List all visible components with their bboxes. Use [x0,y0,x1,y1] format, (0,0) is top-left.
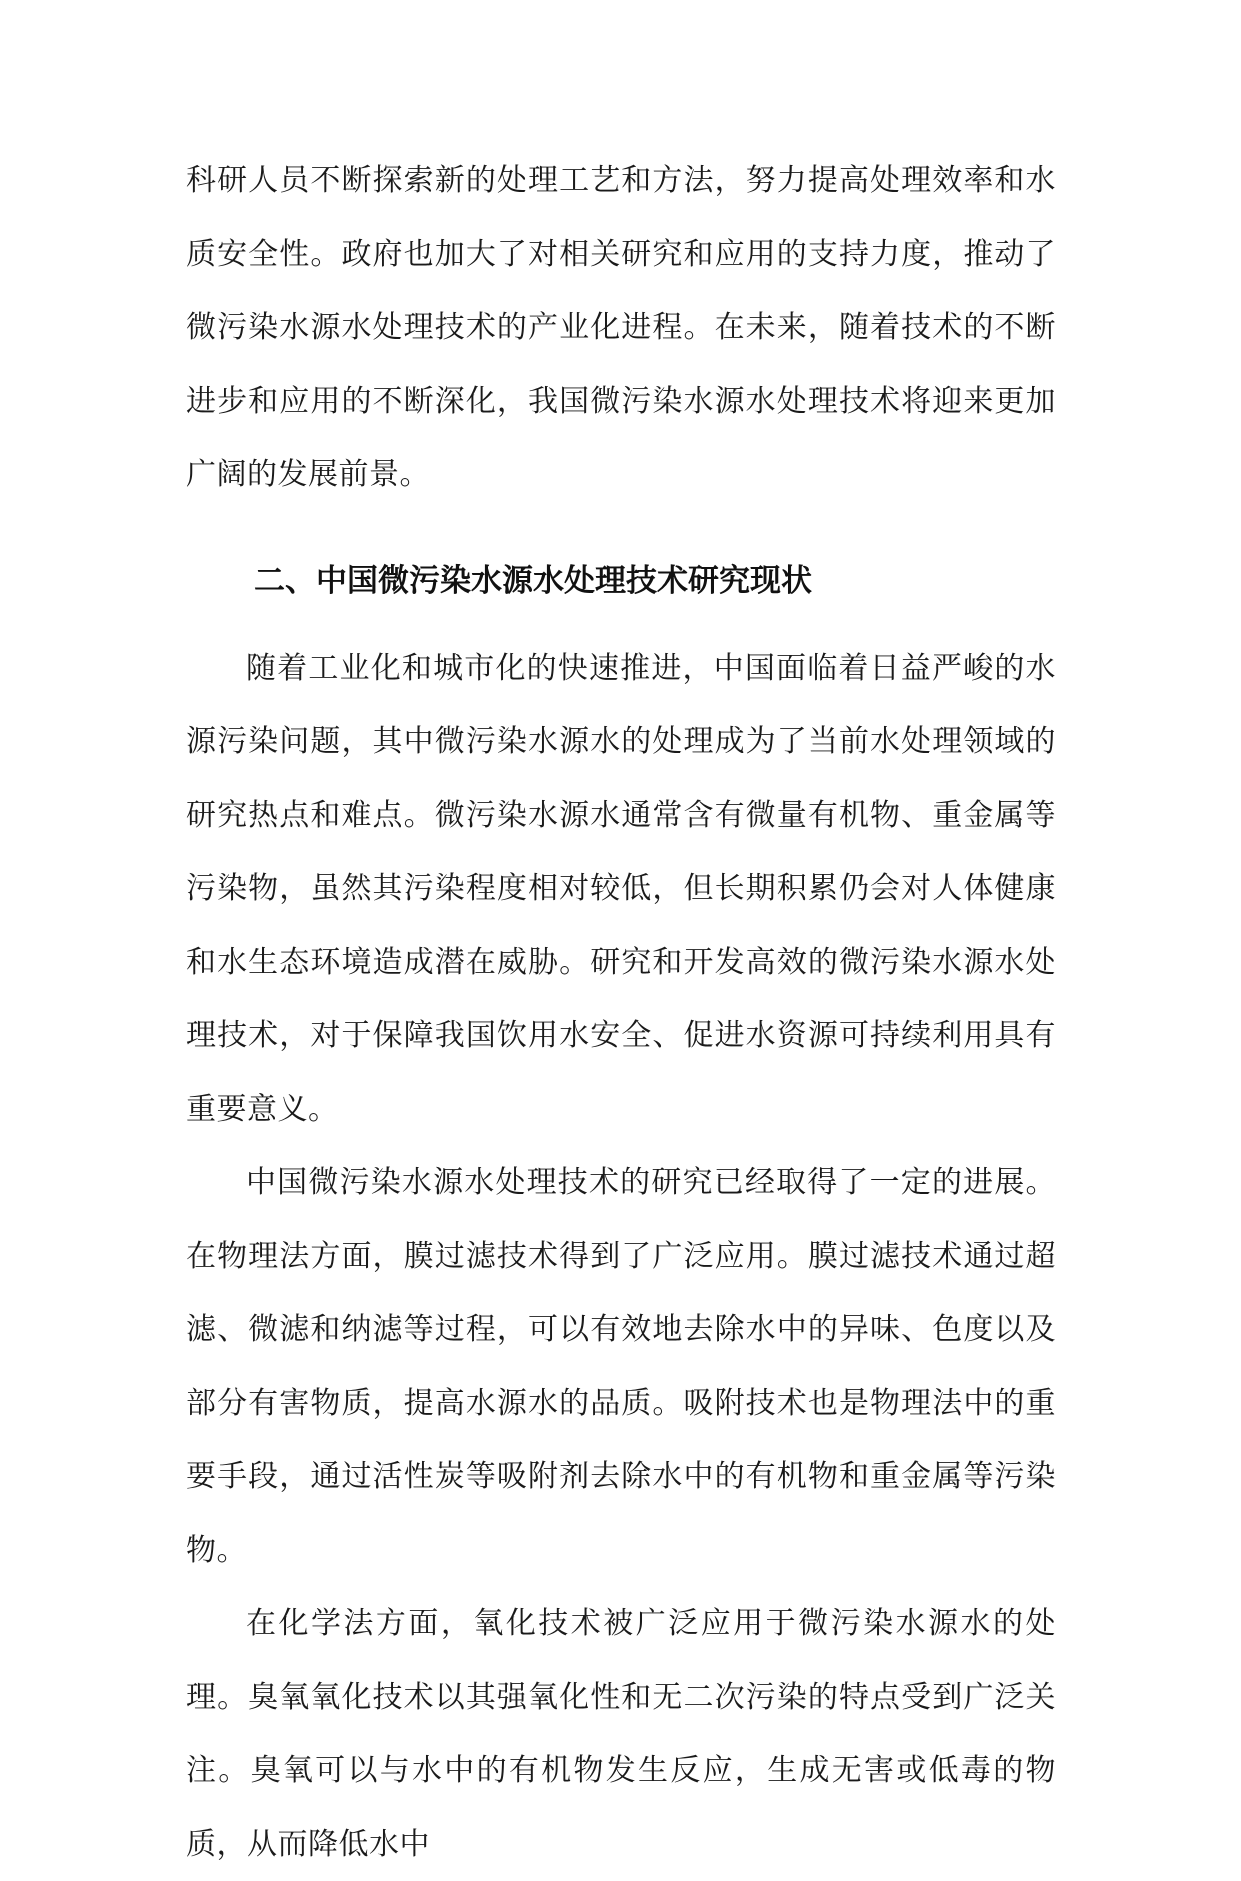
page-content [186,144,1056,1881]
paragraph-continued: 科研人员不断探索新的处理工艺和方法，努力提高处理效率和水质安全性。政府也加大了对相关研究和应用的支持力度，推动了微污染水源水处理技术的产业化进程。在未来，随着技术的不断进步和应用的不断深化，我国微污染水源水处理技术将迎来更加广阔的发展前景。 [186,163,1056,492]
section-heading: 二、中国微污染水源水处理技术研究现状 [254,562,812,599]
paragraph-1: 随着工业化和城市化的快速推进，中国面临着日益严峻的水源污染问题，其中微污染水源水的处理成为了当前水处理领域的研究热点和难点。微污染水源水通常含有微量有机物、重金属等污染物，虽然其污染程度相对较低，但长期积累仍会对人体健康和水生态环境造成潜在威胁。研究和开发高效的微污染水源水处理技术，对于保障我国饮用水安全、促进水资源可持续利用具有重要意义。 [186,650,1056,1127]
paragraph-3: 在化学法方面，氧化技术被广泛应用于微污染水源水的处理。臭氧氧化技术以其强氧化性和无二次污染的特点受到广泛关注。臭氧可以与水中的有机物发生反应，生成无害或低毒的物质，从而降低水中 [186,1606,1056,1862]
paragraph-2: 中国微污染水源水处理技术的研究已经取得了一定的进展。在物理法方面，膜过滤技术得到了广泛应用。膜过滤技术通过超滤、微滤和纳滤等过程，可以有效地去除水中的异味、色度以及部分有害物质，提高水源水的品质。吸附技术也是物理法中的重要手段，通过活性炭等吸附剂去除水中的有机物和重金属等污染物。 [186,1165,1056,1568]
